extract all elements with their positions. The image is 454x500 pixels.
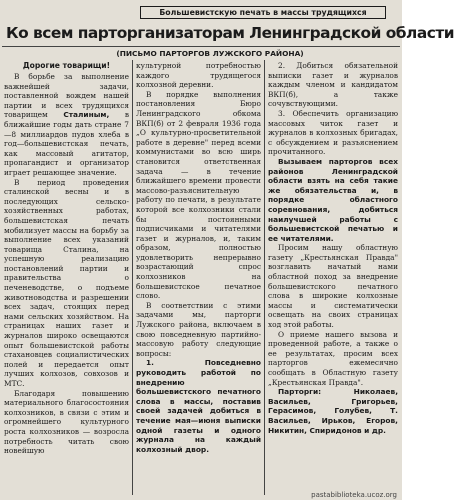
signatures: Парторги: Николаев, Васильев, Григорьев, Герасимов, Голубев, Т. Васильев, Ирьков, Егоров, Никитин, Спиридонов и др. bbox=[268, 387, 398, 435]
text-column-1 bbox=[4, 61, 129, 496]
paragraph: О приеме нашего вызова и проведенной работе, а также о ее результатах, просим всех парторгов ежемесячно сообщать в Областную газету „Крестьянская Правда". bbox=[268, 329, 398, 387]
paragraph: Просим нашу областную газету „Крестьянская Правда" возглавить начатый нами областной поход за внедрение большевистского печатного слова в широкие колхозные массы и систематически освещать на своих страницах ход этой работы. bbox=[268, 243, 398, 330]
headline-rule bbox=[2, 46, 400, 47]
paragraph: культурной потребностью каждого трудящегося колхозной деревни. bbox=[136, 61, 261, 90]
paragraph: В соответствии с этими задачами мы, парторги Лужского района, включаем в свою повседневную партийно-массовую работу следующие вопросы: bbox=[136, 300, 261, 358]
paragraph: Вызываем парторгов всех районов Ленинградской области взять на себя такие же обязательства и, в порядке областного соревнования, добиться наилучшей работы с большевистской печатью и ее читателями. bbox=[268, 156, 398, 243]
column-divider-2 bbox=[264, 60, 265, 495]
stalin-name: Сталиным, bbox=[63, 110, 110, 120]
paragraph: 1. Повседневно руководить работой по внедрению большевистского печатного слова в массы, поставив своей задачей добиться в течение мая—июня выписки одной газеты и одного журнала на каждый колхозный двор. bbox=[136, 358, 261, 454]
text-column-2 bbox=[136, 61, 261, 496]
column-divider-1 bbox=[132, 60, 133, 495]
paragraph: Благодаря повышению материального благосостояния колхозников, в связи с этим и огромнейшего культурного роста колхозников — возросла потребность читать свою новейшую bbox=[4, 388, 129, 456]
salutation: Дорогие товарищи! bbox=[22, 61, 111, 70]
text-column-3 bbox=[268, 61, 398, 496]
article-headline: Ко всем парторганизаторам Ленинградской области bbox=[6, 24, 454, 42]
site-watermark: pastabiblioteka.ucoz.org bbox=[311, 491, 397, 499]
paragraph: В период проведения сталинской весны и в последующих сельско-хозяйственных работах, большевистская печать мобилизует массы на борьбу за выполнение всех указаний товарища Сталина, на успешную реализацию постановлений партии и правительства о печеневодстве, о подъеме животноводства и разрешении всех задач, стоящих перед нами сельских хозяйством. На страницах наших газет и журналов широко освещаются опыт большевистской работы стахановцев социалистических полей и передается опыт лучших колхозов, совхозов и МТС. bbox=[4, 177, 129, 388]
article-subtitle: (ПИСЬМО ПАРТОРГОВ ЛУЖСКОГО РАЙОНА) bbox=[116, 49, 304, 58]
paragraph: 3. Обеспечить организацию массовых читок газет и журналов в колхозных бригадах, с обсуждением и разъяснением прочитанного. bbox=[268, 108, 398, 157]
paragraph: 2. Добиться обязательной выписки газет и журналов каждым членом и кандидатом ВКП(б), а также сочувствующими. bbox=[268, 61, 398, 109]
paragraph: В борьбе за выполнение важнейшей задачи, поставленной вождем нашей партии и всех трудящихся товарищем Сталиным, в ближайшие годы дать стране 7—8 миллиардов пудов хлеба в год—большевистская печать, как массовый агитатор, пропагандист и организатор играет решающее значение. bbox=[4, 72, 129, 177]
paragraph: В порядке выполнения постановления Бюро Ленинградского обкома ВКП(б) от 2 февраля 1936 года „О культурно-просветительной работе в деревне" перед всеми коммунистами во всю ширь становится ответственная задача — в течение ближайшего времени провести массово-разъяснительную работу по печати, в результате которой все колхозники стали бы постоянными подписчиками и читателями газет и журналов, и, таким образом, полностью удовлетворить непрерывно возрастающий спрос колхозников на большевистское печатное слово. bbox=[136, 89, 261, 301]
section-rubric: Большевистскую печать в массы трудящихся bbox=[140, 6, 386, 19]
